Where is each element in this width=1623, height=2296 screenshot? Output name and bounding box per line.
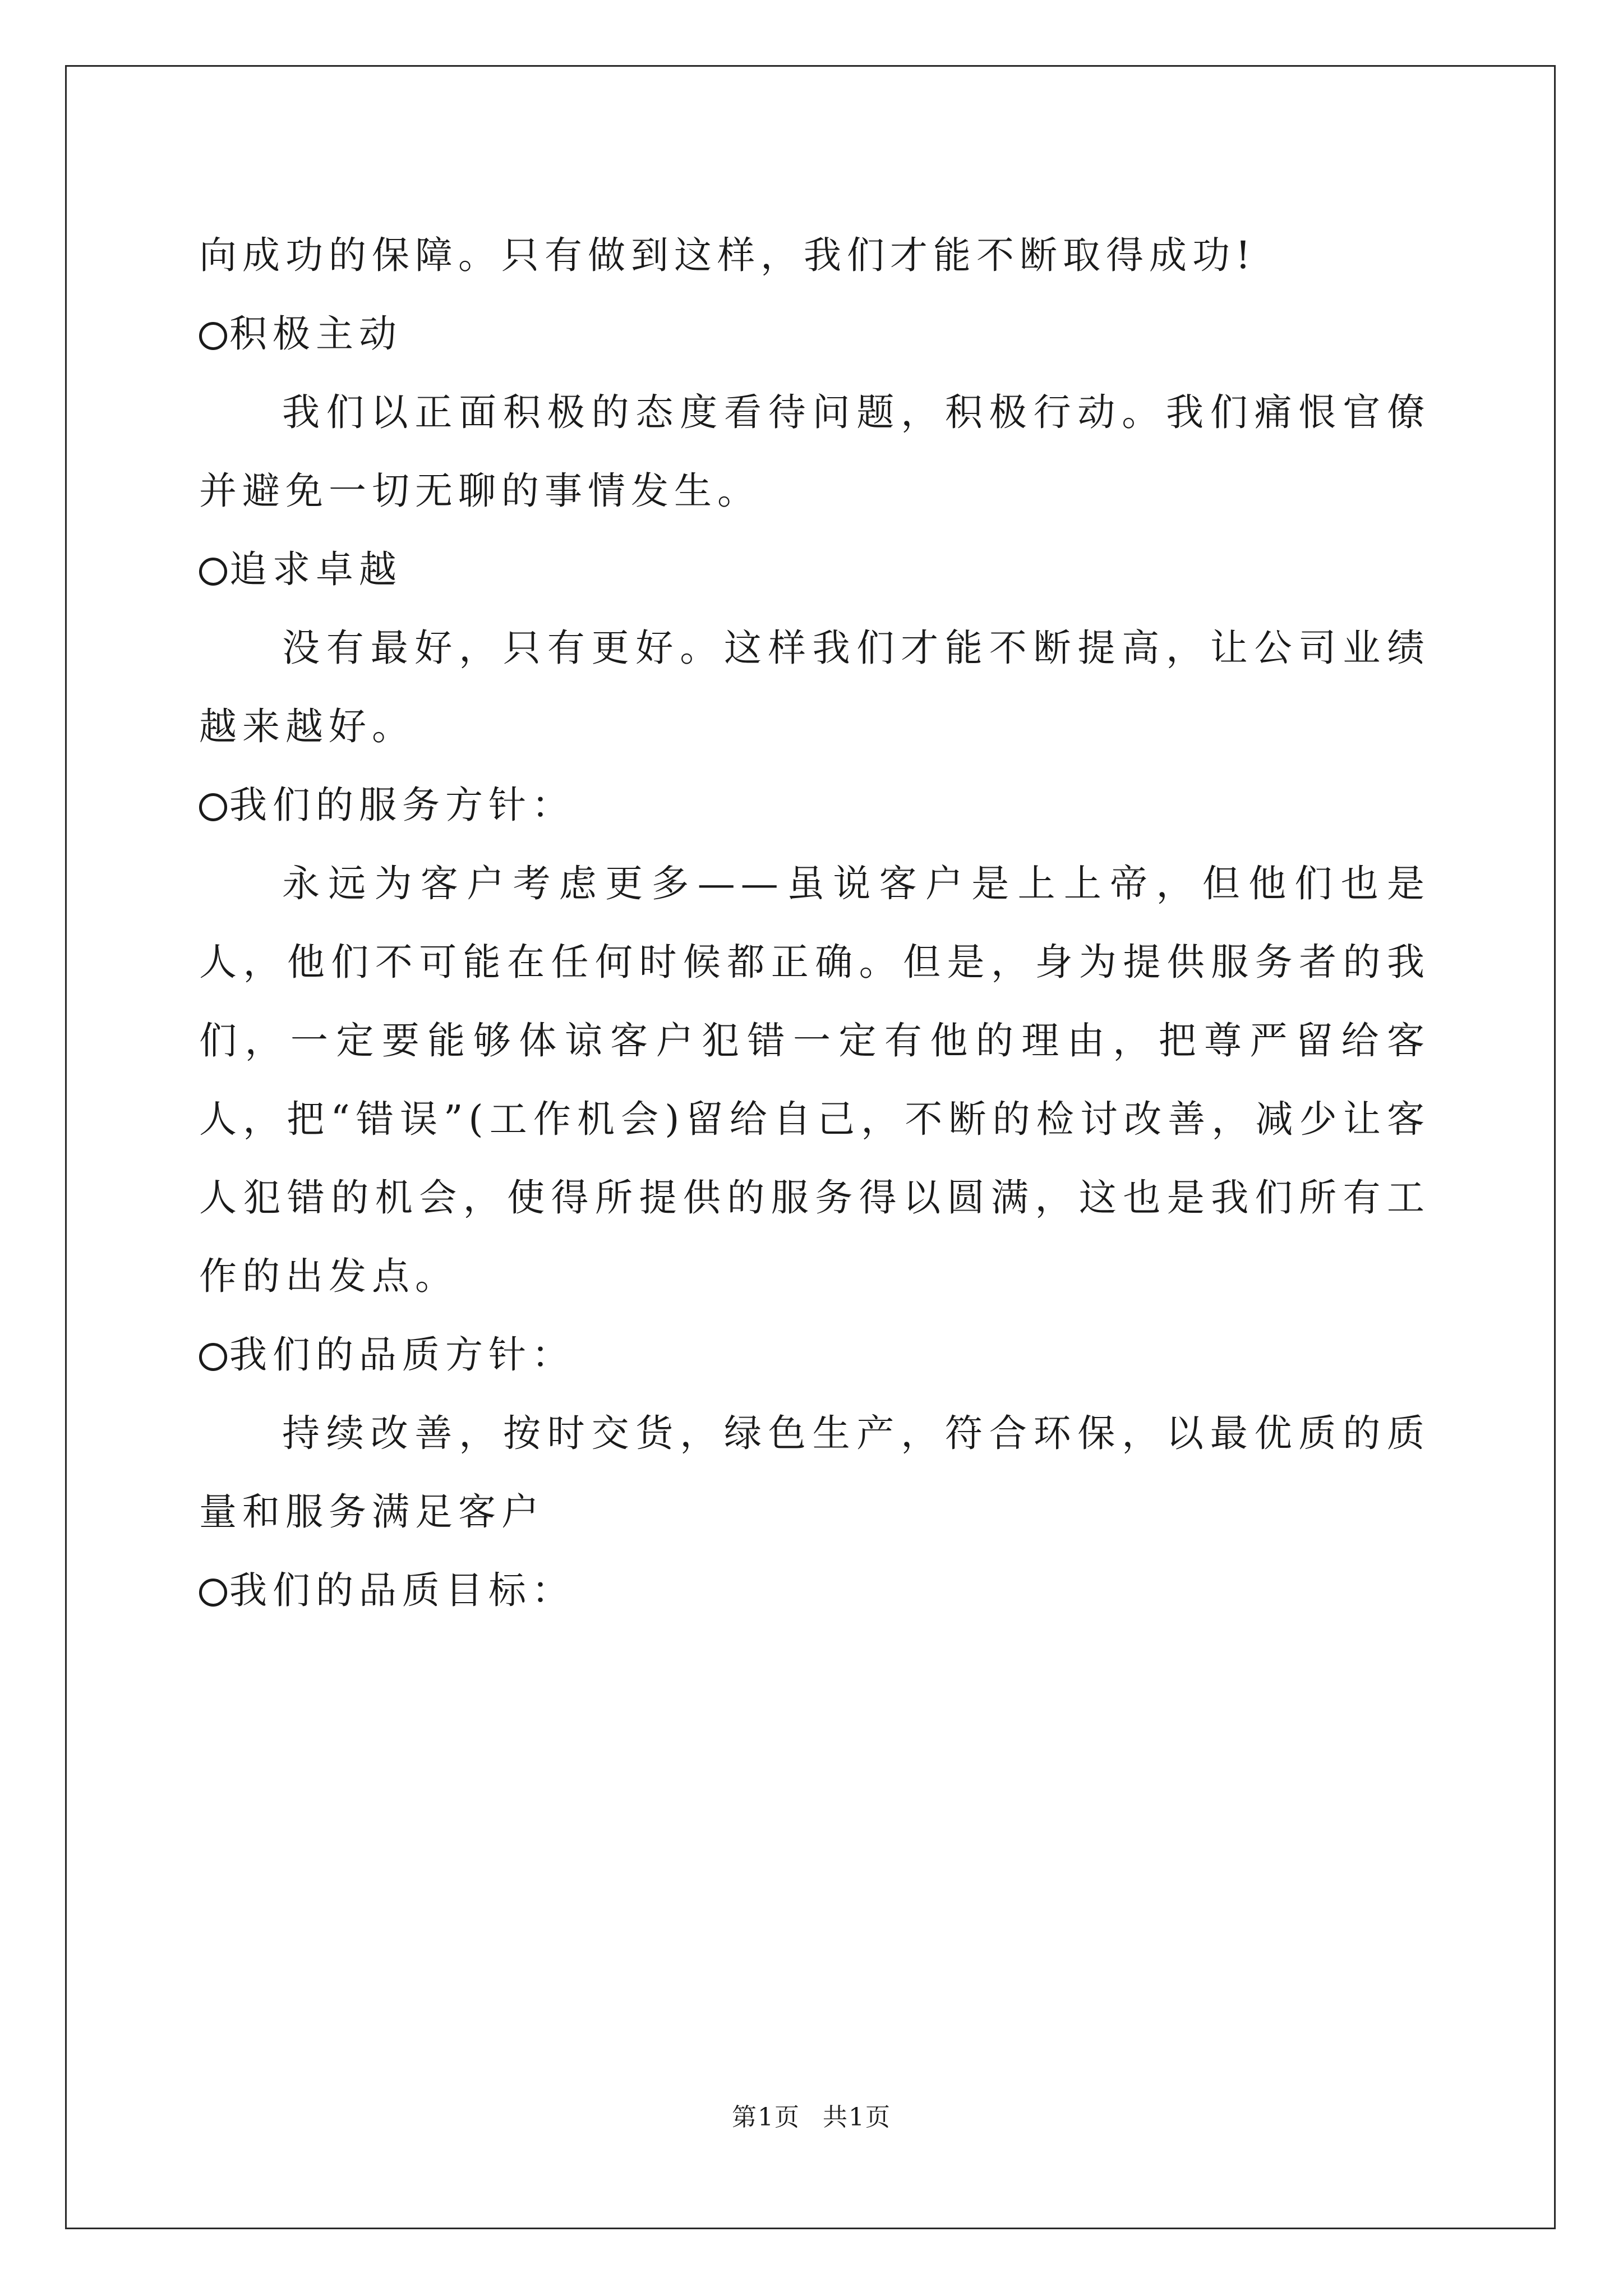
heading-proactive: 积极主动	[199, 295, 1430, 373]
document-body	[199, 216, 1430, 1630]
paragraph-proactive: 我们以正面积极的态度看待问题，积极行动。我们痛恨官僚并避免一切无聊的事情发生。	[199, 390, 1430, 513]
page-number: 第1页	[732, 2103, 800, 2132]
heading-service-policy: 我们的服务方针：	[199, 766, 1430, 844]
page-total: 共1页	[823, 2103, 891, 2132]
circle-bullet-icon	[199, 793, 227, 821]
paragraph-excellence: 没有最好，只有更好。这样我们才能不断提高，让公司业绩越来越好。	[199, 626, 1430, 748]
circle-bullet-icon	[199, 558, 227, 586]
heading-quality-policy: 我们的品质方针：	[199, 1315, 1430, 1394]
heading-excellence: 追求卓越	[199, 530, 1430, 609]
circle-bullet-icon	[199, 1343, 227, 1371]
page-footer	[0, 2101, 1623, 2134]
heading-quality-goal: 我们的品质目标：	[199, 1551, 1430, 1630]
circle-bullet-icon	[199, 1579, 227, 1607]
circle-bullet-icon	[199, 322, 227, 350]
paragraph-quality-policy: 持续改善，按时交货，绿色生产，符合环保，以最优质的质量和服务满足客户	[199, 1411, 1430, 1534]
paragraph-intro-end: 向成功的保障。只有做到这样，我们才能不断取得成功!	[199, 233, 1256, 277]
paragraph-service-policy: 永远为客户考虑更多——虽说客户是上上帝，但他们也是人，他们不可能在任何时候都正确。但是，身为提供服务者的我们，一定要能够体谅客户犯错一定有他的理由，把尊严留给客人，把“错误”(工作机会)留给自己，不断的检讨改善，减少让客人犯错的机会，使得所提供的服务得以圆满，这也是我们所有工作的出发点。	[199, 862, 1430, 1298]
